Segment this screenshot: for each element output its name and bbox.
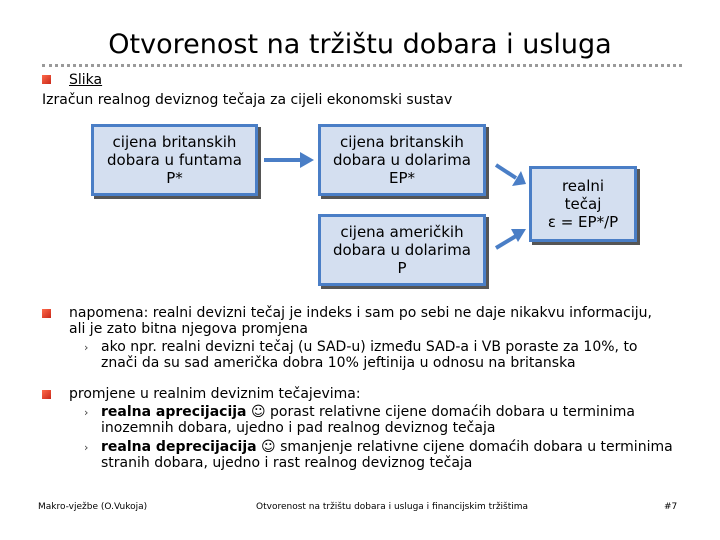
box-uk-usd-line2: dobara u dolarima [332, 151, 471, 169]
aprecijacija-line1 [101, 404, 635, 421]
promjene-heading: promjene u realnim deviznim tečajevima: [69, 386, 361, 402]
deprecijacija-line2: stranih dobara, ujedno i rast realnog deviznog tečaja [101, 455, 473, 471]
box-real-rate-line1: realni [561, 177, 605, 195]
box-real-rate-line3: ε = EP*/P [547, 213, 619, 231]
footer-page-number: #7 [664, 502, 678, 512]
napomena-sub-line1: ako npr. realni devizni tečaj (u SAD-u) između SAD-a i VB poraste za 10%, to [101, 339, 638, 355]
arrow-us-to-real [496, 236, 516, 248]
slika-caption: Izračun realnog deviznog tečaja za cijeli ekonomski sustav [42, 92, 453, 108]
smiley-icon: ☺ [261, 439, 276, 455]
box-real-rate-line2: tečaj [564, 195, 602, 213]
box-uk-usd-line3: EP* [388, 169, 416, 187]
deprecijacija-text: smanjenje relativne cijene domaćih dobara u terminima [275, 439, 673, 455]
arrow-ukusd-to-real [496, 165, 516, 178]
box-us-usd-line1: cijena američkih [340, 223, 464, 241]
sub-bullet-icon: › [84, 341, 89, 354]
slika-link[interactable]: Slika [69, 72, 103, 88]
napomena-sub-line2: znači da su sad američka dobra 10% jeftinija u odnosu na britanska [101, 355, 576, 371]
box-us-usd-line2: dobara u dolarima [332, 241, 471, 259]
deprecijacija-line1 [101, 439, 673, 456]
box-uk-usd-line1: cijena britanskih [340, 133, 464, 151]
napomena-text: : realni devizni tečaj je indeks i sam po sebi ne daje nikakvu informaciju, [143, 305, 652, 321]
aprecijacija-line2: inozemnih dobara, ujedno i pad realnog deviznog tečaja [101, 420, 496, 436]
aprecijacija-text: porast relativne cijene domaćih dobara u terminima [265, 404, 635, 420]
smiley-icon: ☺ [250, 404, 266, 420]
aprecijacija-label: realna aprecijacija [101, 404, 247, 420]
bullet-icon [42, 390, 51, 399]
box-us-usd-line3: P [397, 259, 407, 277]
bullet-icon [42, 309, 51, 318]
slide-title: Otvorenost na tržištu dobara i usluga [108, 29, 612, 60]
footer-author: Makro-vježbe (O.Vukoja) [38, 502, 148, 512]
arrow-gbp-to-usd-head [300, 152, 314, 168]
deprecijacija-label: realna deprecijacija [101, 439, 257, 455]
napomena-label: napomena [69, 305, 144, 321]
sub-bullet-icon: › [84, 441, 89, 454]
footer-topic: Otvorenost na tržištu dobara i usluga i financijskim tržištima [256, 502, 529, 512]
napomena-line1 [69, 305, 652, 322]
box-uk-gbp-line3: P* [166, 169, 183, 187]
box-uk-gbp-line1: cijena britanskih [112, 133, 237, 151]
napomena-line2: ali je zato bitna njegova promjena [69, 321, 308, 337]
sub-bullet-icon: › [84, 406, 89, 419]
box-uk-gbp-line2: dobara u funtama [107, 151, 242, 169]
